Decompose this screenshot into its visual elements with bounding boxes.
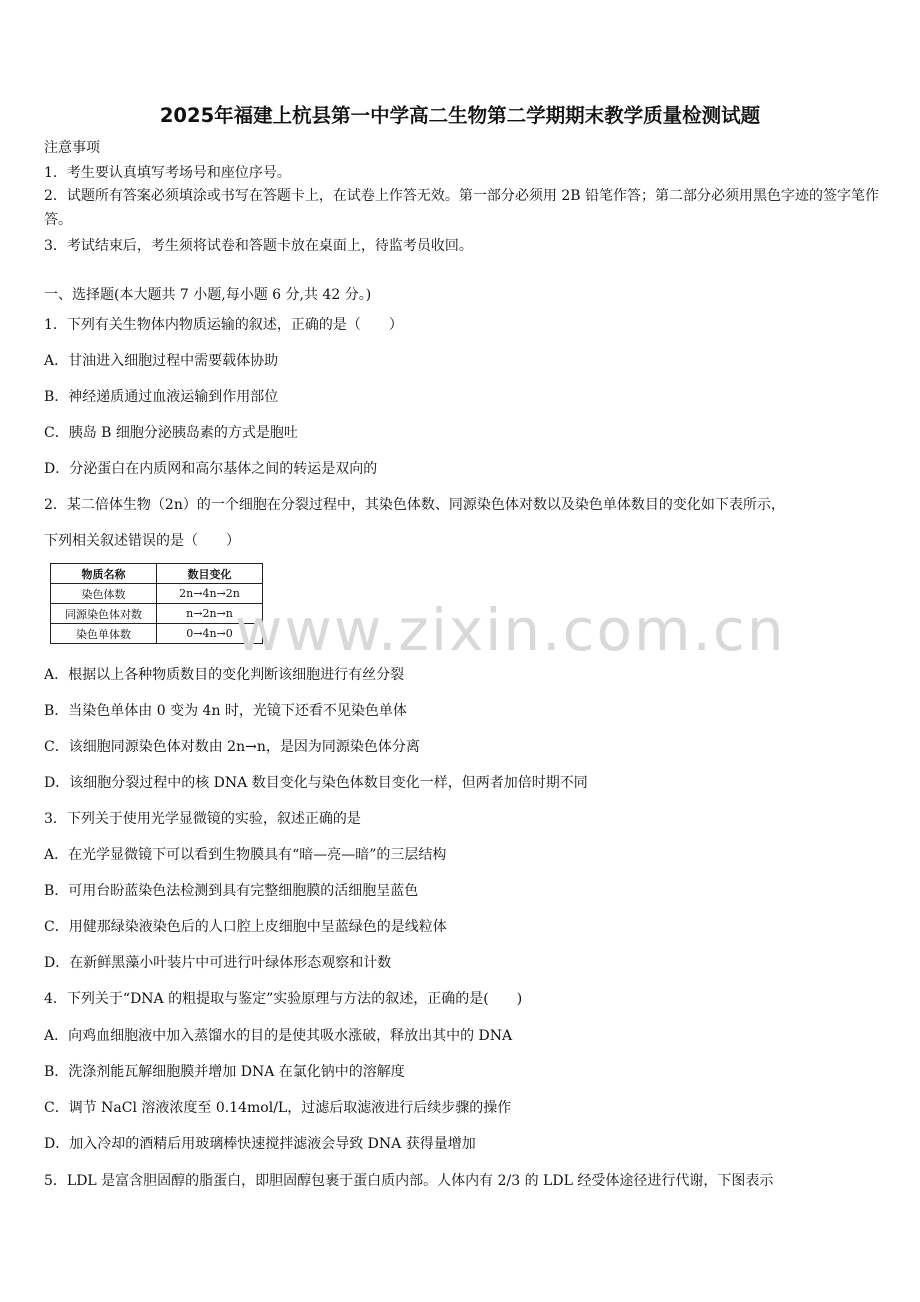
notice-item-3: 3．考试结束后，考生须将试卷和答题卡放在桌面上，待监考员收回。 — [44, 238, 473, 254]
question-1-option-b: B．神经递质通过血液运输到作用部位 — [44, 389, 279, 405]
question-1-stem: 1．下列有关生物体内物质运输的叙述，正确的是（ ） — [44, 317, 403, 333]
question-1-option-c: C．胰岛 B 细胞分泌胰岛素的方式是胞吐 — [44, 425, 298, 441]
question-4-stem: 4．下列关于“DNA 的粗提取与鉴定”实验原理与方法的叙述，正确的是( ) — [44, 991, 523, 1007]
table-cell: 染色体数 — [51, 584, 157, 604]
table-header-cell: 物质名称 — [51, 564, 157, 584]
section-heading: 一、选择题(本大题共 7 小题,每小题 6 分,共 42 分。) — [44, 287, 372, 303]
question-3-option-a: A．在光学显微镜下可以看到生物膜具有“暗—亮—暗”的三层结构 — [44, 847, 447, 863]
notice-heading: 注意事项 — [44, 140, 100, 156]
table-row — [51, 584, 263, 604]
notice-item-2: 2．试题所有答案必须填涂或书写在答题卡上，在试卷上作答无效。第一部分必须用 2B 铅笔作答；第二部分必须用黑色字迹的签字笔作答。 — [44, 188, 879, 228]
watermark: www.zixin.com.cn — [235, 596, 786, 664]
question-2-table — [50, 563, 263, 644]
question-4-option-a: A．向鸡血细胞液中加入蒸馏水的目的是使其吸水涨破，释放出其中的 DNA — [44, 1028, 513, 1044]
question-2-option-d: D．该细胞分裂过程中的核 DNA 数目变化与染色体数目变化一样，但两者加倍时期不同 — [44, 775, 588, 791]
question-1-option-d: D．分泌蛋白在内质网和高尔基体之间的转运是双向的 — [44, 461, 378, 477]
page-title: 2025年福建上杭县第一中学高二生物第二学期期末教学质量检测试题 — [159, 104, 761, 127]
table-cell: 2n→4n→2n — [157, 584, 263, 604]
notice-item-1: 1．考生要认真填写考场号和座位序号。 — [44, 165, 291, 181]
question-4-option-c: C．调节 NaCl 溶液浓度至 0.14mol/L，过滤后取滤液进行后续步骤的操作 — [44, 1100, 512, 1116]
question-2-option-b: B．当染色单体由 0 变为 4n 时，光镜下还看不见染色单体 — [44, 703, 407, 719]
question-4-option-d: D．加入冷却的酒精后用玻璃棒快速搅拌滤液会导致 DNA 获得量增加 — [44, 1136, 476, 1152]
table-cell: n→2n→n — [157, 604, 263, 624]
question-3-stem: 3．下列关于使用光学显微镜的实验，叙述正确的是 — [44, 811, 361, 827]
question-3-option-c: C．用健那绿染液染色后的人口腔上皮细胞中呈蓝绿色的是线粒体 — [44, 919, 447, 935]
question-3-option-d: D．在新鲜黑藻小叶装片中可进行叶绿体形态观察和计数 — [44, 955, 392, 971]
table-row — [51, 604, 263, 624]
table-cell: 染色单体数 — [51, 624, 157, 644]
table-row — [51, 624, 263, 644]
table-header-row — [51, 564, 263, 584]
table-cell: 同源染色体对数 — [51, 604, 157, 624]
question-2-stem-line-1: 2．某二倍体生物（2n）的一个细胞在分裂过程中，其染色体数、同源染色体对数以及染色单体数目的变化如下表所示， — [44, 497, 785, 513]
question-2-option-a: A．根据以上各种物质数目的变化判断该细胞进行有丝分裂 — [44, 667, 405, 683]
question-2-stem-line-2: 下列相关叙述错误的是（ ） — [44, 533, 240, 549]
question-2-option-c: C．该细胞同源染色体对数由 2n→n，是因为同源染色体分离 — [44, 739, 420, 755]
question-3-option-b: B．可用台盼蓝染色法检测到具有完整细胞膜的活细胞呈蓝色 — [44, 883, 419, 899]
table-header-cell: 数目变化 — [157, 564, 263, 584]
table-cell: 0→4n→0 — [157, 624, 263, 644]
question-4-option-b: B．洗涤剂能瓦解细胞膜并增加 DNA 在氯化钠中的溶解度 — [44, 1064, 405, 1080]
question-5-stem: 5．LDL 是富含胆固醇的脂蛋白，即胆固醇包裹于蛋白质内部。人体内有 2/3 的 LDL 经受体途径进行代谢，下图表示 — [44, 1173, 774, 1189]
question-1-option-a: A．甘油进入细胞过程中需要载体协助 — [44, 353, 279, 369]
